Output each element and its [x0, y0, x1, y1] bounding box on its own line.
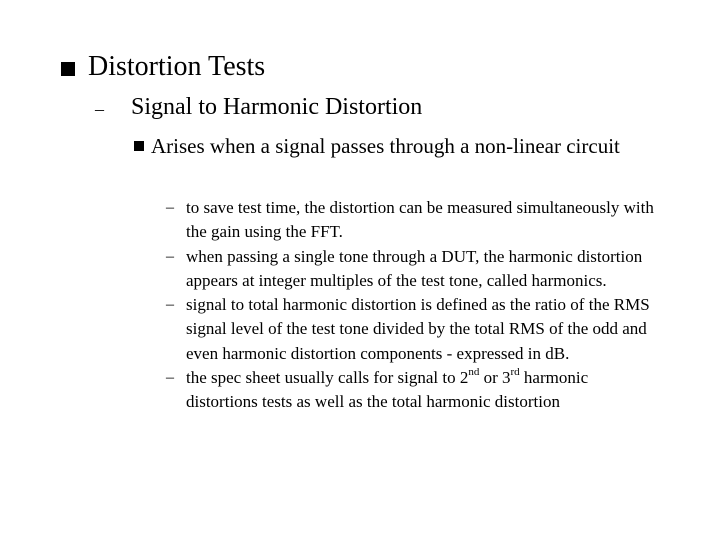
ordinal-superscript-nd: nd — [468, 366, 480, 379]
level4-text-part2: or 3 — [479, 368, 511, 388]
level4-item-2 — [160, 245, 660, 294]
level3-bullet-square — [134, 141, 144, 151]
level4-dash: – — [166, 369, 174, 387]
level4-text: to save test time, the distortion can be measured simultaneously with the gain using the FFT. — [186, 198, 654, 242]
level2-heading: Signal to Harmonic Distortion — [131, 94, 423, 120]
level4-text-part3: harmonic distortions tests as well as the total harmonic distortion — [186, 368, 589, 412]
level4-dash: – — [166, 247, 174, 265]
level4-text: signal to total harmonic distortion is defined as the ratio of the RMS signal level of the test tone divided by the total RMS of the odd and even harmonic distortion components - expressed in dB. — [186, 295, 650, 363]
level4-text-part1: the spec sheet usually calls for signal to 2 — [186, 368, 469, 388]
level1-heading: Distortion Tests — [88, 51, 266, 82]
ordinal-superscript-rd: rd — [510, 366, 520, 379]
level2-dash: – — [95, 99, 104, 119]
level4-text: when passing a single tone through a DUT, the harmonic distortion appears at integer multiples of the test tone, called harmonics. — [186, 246, 643, 290]
level4-item-4 — [160, 366, 660, 415]
level4-list — [160, 196, 660, 415]
level4-item-3 — [160, 293, 660, 366]
level4-dash: – — [166, 199, 174, 216]
level4-item-1 — [160, 196, 660, 245]
level3-text: Arises when a signal passes through a non-linear circuit — [151, 134, 620, 158]
level4-dash: – — [166, 296, 174, 314]
level1-bullet-square — [61, 62, 75, 76]
